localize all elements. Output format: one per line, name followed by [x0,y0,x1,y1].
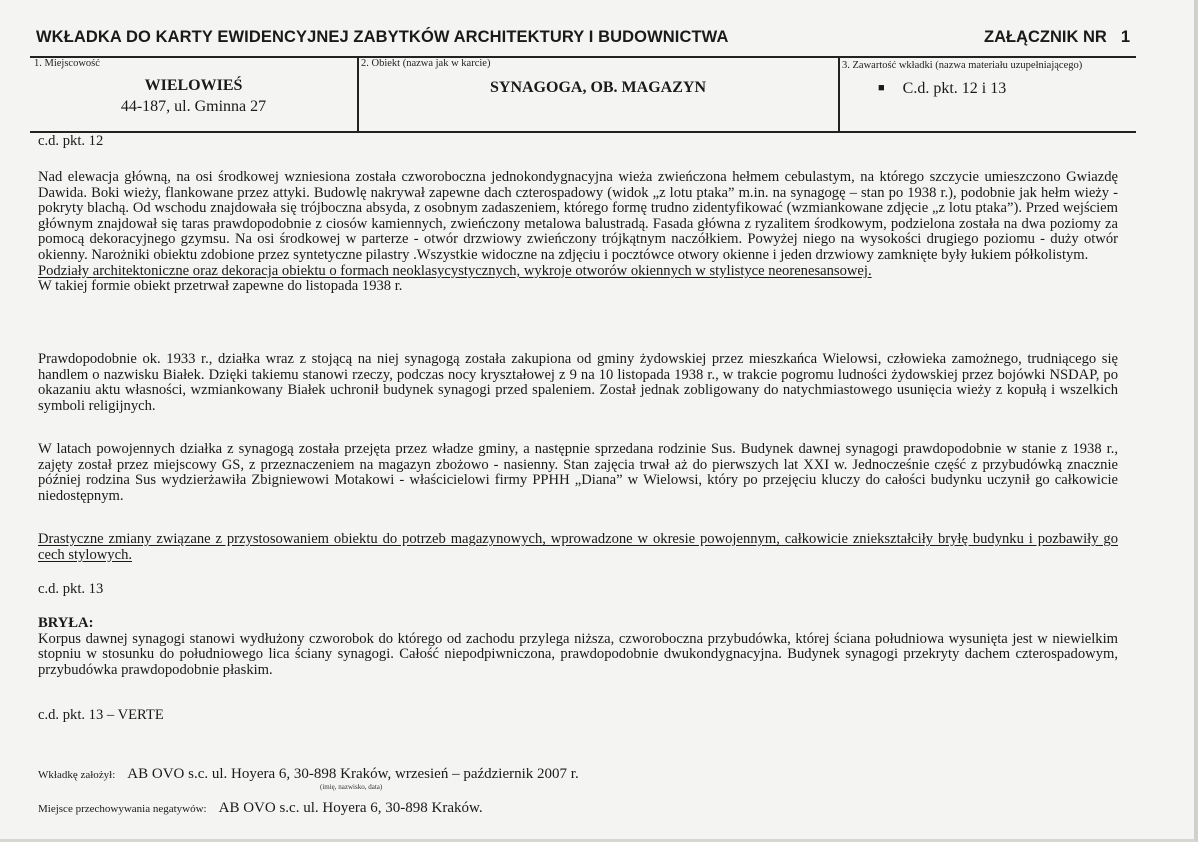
bryla-heading: BRYŁA: [38,615,94,631]
founder-note: (imię, nazwisko, data) [320,783,383,791]
paragraph-1-end: W takiej formie obiekt przetrwał zapewne do listopada 1938 r. [38,278,403,295]
storage-row [38,800,483,817]
founder-label: Wkładkę założył: [38,769,116,781]
paragraph-4-underlined: Drastyczne zmiany związane z przystosowaniem obiektu do potrzeb magazynowych, wprowadzone w okresie powojennym, całkowicie zniekształciły bryłę budynku i pozbawiły go cech stylowych. [38,531,1118,563]
annex-number: 1 [1120,28,1130,46]
content-label: 3. Zawartość wkładki (nazwa materiału uzupełniającego) [842,60,1083,71]
annex-header [984,28,1130,47]
place-label: 1. Miejscowość [34,58,100,69]
object-name: SYNAGOGA, OB. MAGAZYN [489,79,706,96]
founder-value: AB OVO s.c. ul. Hoyera 6, 30-898 Kraków, wrzesień – październik 2007 r. [127,766,579,782]
storage-label: Miejsce przechowywania negatywów: [38,803,207,815]
content-value-text: C.d. pkt. 12 i 13 [902,80,1007,97]
header-divider-2 [838,56,840,132]
cd-pkt-12 [38,134,1118,150]
content-value [878,80,1006,98]
paragraph-2-text: Prawdopodobnie ok. 1933 r., działka wraz z stojącą na niej synagogą została zakupiona od gminy żydowskiej przez mieszkańca Wielowsi, człowieka zamożnego, trudniącego się handlem o nazwisku Białek. Dzięki takiemu stanowi rzeczy, podczas nocy kryształowej z 9 na 10 listopada 1938 r., w trakcie pogromu ludności żydowskiej przez bojówki NSDAP, po okazaniu aktu własności, wzmiankowany Białek uchronił budynek synagogi przed spaleniem. Został jednak zobligowany do natychmiastowego usunięcia wieży z kopułą i wszelkich symboli religijnych. [38,351,1118,414]
cd-pkt-13-verte-text: c.d. pkt. 13 – VERTE [38,707,164,723]
paragraph-1-underlined: Podziały architektoniczne oraz dekoracja obiektu o formach neoklasycystycznych, wykroje otworów okiennych w stylistyce neorenesansowej. [38,262,872,279]
founder-row [38,766,579,783]
paragraph-3 [38,442,1118,504]
paragraph-1-text: Nad elewacja główną, na osi środkowej wzniesiona została czworoboczna jednokondygnacyjna wieża zwieńczona hełmem cebulastym, na którego szczycie umieszczono Gwiazdę Dawida. Boki wieży, flankowane przez attyki. Budowlę nakrywał zapewne dach czterospadowy (widok „z lotu ptaka” m.in. na synagogę – stan po 1938 r.), podobnie jak hełm wieży - pokryty blachą. Od wschodu znajdowała się trójboczna absyda, z osobnym zadaszeniem, którego formę trudno zidentyfikować (wzmiankowane zdjęcie „z lotu ptaka”). Przed wejściem głównym znajdował się taras prawdopodobnie z ciosów kamiennych, zwieńczony metalowa balustradą. Fasada główna z ryzalitem środkowym, podzielona została na dwa poziomy za pomocą dekoracyjnego gzymsu. Na osi środkowej w parterze - otwór drzwiowy zwieńczony trójkątnym naczółkiem. Powyżej niego na wysokości drugiego poziomu - duży otwór okienny. Narożniki obiektu zdobione przez syntetyczne pilastry .Wszystkie widoczne na zdjęciu i pocztówce otwory okienne i jeden drzwiowy zamknięte były łukiem półkolistym. [38,169,1118,263]
cd-pkt-13 [38,582,1118,598]
bryla-text: Korpus dawnej synagogi stanowi wydłużony czworobok do którego od zachodu przylega niższa, czworoboczna przybudówka, której ściana południowa wysunięta jest w niewielkim stopniu w stosunku do południowego lica ściany synagogi. Całość niepodpiwniczona, prawdopodobnie dwukondygnacyjna. Budynek synagogi przekryty dachem czterospadowym, przybudówka prawdopodobnie płaskim. [38,630,1118,678]
paragraph-3-text: W latach powojennych działka z synagogą została przejęta przez władze gminy, a następnie sprzedana rodzinie Sus. Budynek dawnej synagogi prawdopodobnie w stanie z 1938 r., zajęty został przez miejscowy GS, z przeznaczeniem na magazyn zbożowo - nasienny. Stan zajęcia trwał aż do pierwszych lat XXI w. Jednocześnie część z przybudówką znacznie później rodzina Sus wydzierżawiła Zbigniewowi Motakowi - właścicielowi firmy PPHH „Diana” w Wielowsi, który po przejęciu kluczy do całości budynku uczynił go całkowicie niedostępnym. [38,441,1118,504]
annex-label: ZAŁĄCZNIK NR [983,28,1107,46]
bullet-icon: ■ [878,82,885,94]
header-bottom-rule [30,131,1136,133]
cd-pkt-13-verte [38,708,1118,724]
header-top-rule [30,56,1136,58]
bryla-section [38,616,1118,678]
storage-value: AB OVO s.c. ul. Hoyera 6, 30-898 Kraków. [218,800,483,816]
place-name: WIELOWIEŚ [144,77,243,94]
paragraph-4 [38,532,1118,563]
paragraph-2 [38,352,1118,414]
cd-pkt-12-text: c.d. pkt. 12 [38,133,104,149]
paragraph-1 [38,170,1118,295]
cd-pkt-13-text: c.d. pkt. 13 [38,581,104,597]
object-label: 2. Obiekt (nazwa jak w karcie) [361,58,491,69]
document-title: WKŁADKA DO KARTY EWIDENCYJNEJ ZABYTKÓW ARCHITEKTURY I BUDOWNICTWA [36,28,729,46]
place-address: 44-187, ul. Gminna 27 [120,98,267,115]
